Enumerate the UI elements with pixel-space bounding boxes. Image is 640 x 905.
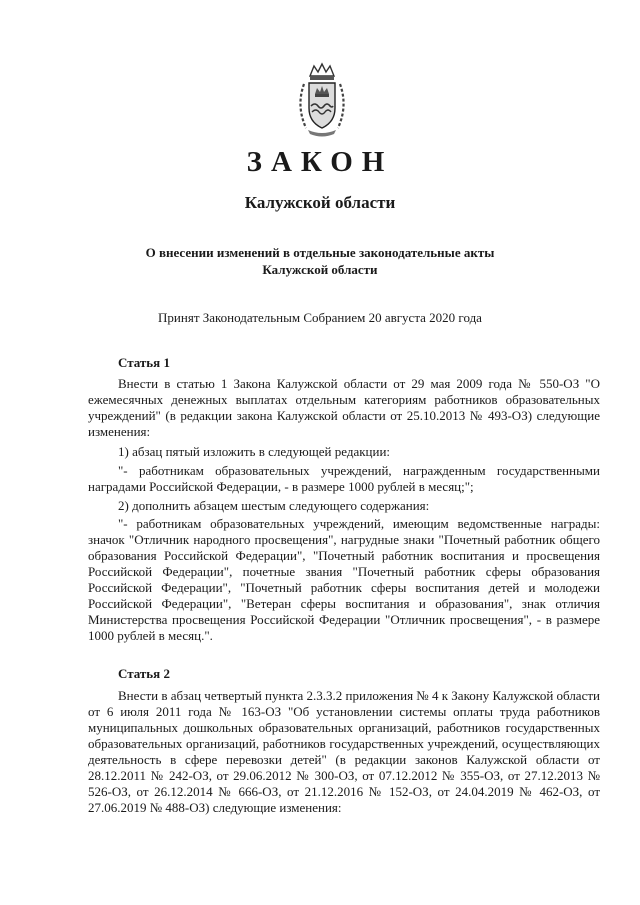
article-1-item-1: 1) абзац пятый изложить в следующей редакции: <box>118 444 391 459</box>
article-1-item-1-text: "- работникам образовательных учреждений, награжденным государственными наградами Российской Федерации, - в размере 1000 рублей в месяц;"; <box>88 463 600 494</box>
article-1-heading: Статья 1 <box>118 355 170 370</box>
article-1-item-2: 2) дополнить абзацем шестым следующего содержания: <box>118 498 430 513</box>
law-subject: О внесении изменений в отдельные законодательные акты Калужской области <box>145 245 495 277</box>
article-2-heading: Статья 2 <box>118 666 170 681</box>
article-2-text: Внести в абзац четвертый пункта 2.3.3.2 приложения № 4 к Закону Калужской области от 6 июля 2011 года № 163-ОЗ "Об установлении системы оплаты труда работников муниципальных дошкольных образовательных организаций, работников государственных образовательных организаций, работников государственных учреждений, осуществляющих деятельность в сфере перевозки детей" (в редакции законов Калужской области от 28.12.2011 № 242-ОЗ, от 29.06.2012 № 300-ОЗ, от 07.12.2012 № 355-ОЗ, от 27.12.2013 № 526-ОЗ, от 26.12.2014 № 666-ОЗ, от 21.12.2016 № 152-ОЗ, от 24.04.2019 № 462-ОЗ, от 27.06.2019 № 488-ОЗ) следующие изменения: <box>88 688 600 815</box>
article-1-item-2-text: "- работникам образовательных учреждений, имеющим ведомственные награды: значок "Отличник народного просвещения", нагрудные знаки "Почетный работник общего образования Российской Федерации", "Почетный работник воспитания и просвещения Российской Федерации", почетные звания "Почетный работник сферы образования Российской Федерации", "Почетный работник сферы воспитания детей и молодежи Российской Федерации", "Ветеран сферы воспитания и образования", знак отличия Министерства просвещения Российской Федерации "Отличник просвещения", - в размере 1000 рублей в месяц.". <box>88 516 600 643</box>
region-subtitle: Калужской области <box>244 193 396 212</box>
article-1-intro: Внести в статью 1 Закона Калужской области от 29 мая 2009 года № 550-ОЗ "О ежемесячных денежных выплатах отдельным категориям работников образовательных учреждений" (в редакции закона Калужской области от 25.10.2013 № 493-ОЗ) следующие изменения: <box>88 376 600 439</box>
coat-of-arms-emblem <box>294 62 350 138</box>
document-title: ЗАКОН <box>246 146 394 178</box>
adoption-line: Принят Законодательным Собранием 20 августа 2020 года <box>158 310 482 325</box>
